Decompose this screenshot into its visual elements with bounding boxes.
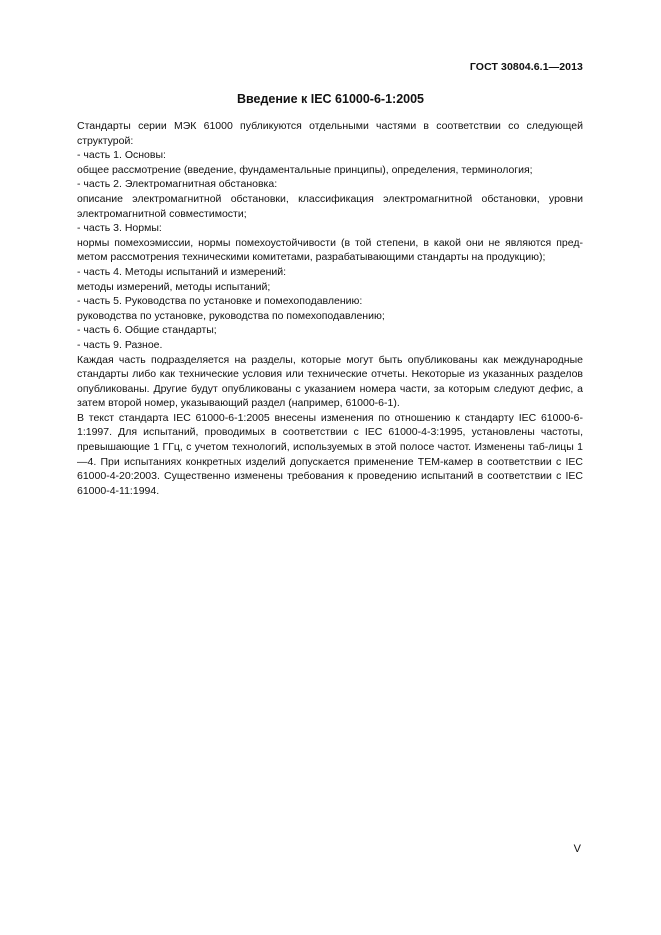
- list-item-part-1: - часть 1. Основы:: [77, 149, 166, 162]
- list-item-part-3: - часть 3. Нормы:: [77, 222, 162, 235]
- list-item-part-4: - часть 4. Методы испытаний и измерений:: [77, 265, 287, 278]
- paragraph-sections: Каждая часть подразделяется на разделы, которые могут быть опубликованы как международные стандарты либо как технические условия или технические отчеты. Некоторые из указанных разделов опубликованы. Другие будут опубликованы с указанием номера части, за которым следуют дефис, а затем второй номер, указывающий раздел (например, 61000-6-1).: [77, 353, 583, 410]
- list-item-part-5: - часть 5. Руководства по установке и помехоподавлению:: [77, 295, 363, 308]
- list-item-part-3-desc: нормы помехоэмиссии, нормы помехоустойчивости (в той степени, в какой они не являются пред-метом рассмотрения техническими комитетами, разрабатывающими стандарты на продукцию);: [77, 236, 583, 264]
- list-item-part-5-desc: руководства по установке, руководства по помехоподавлению;: [77, 309, 385, 322]
- document-code-header: ГОСТ 30804.6.1—2013: [469, 61, 583, 73]
- list-item-part-1-desc: общее рассмотрение (введение, фундаментальные принципы), определения, терминология;: [77, 163, 533, 176]
- body-text: [77, 119, 583, 498]
- page-number: V: [573, 843, 581, 855]
- paragraph-changes: В текст стандарта IEC 61000-6-1:2005 внесены изменения по отношению к стандарту IEC 61000-6-1:1997. Для испытаний, проводимых в соответствии с IEC 61000-4-3:1995, установлены частоты, превышающие 1 ГГц, с учетом технологий, используемых в этой полосе частот. Изменены таб-лицы 1—4. При испытаниях конкретных изделий допускается применение ТЕМ-камер в соответствии с IEC 61000-4-20:2003. Существенно изменены требования к проведению испытаний в соответствии с IEC 61000-4-11:1994.: [77, 411, 583, 497]
- list-item-part-6: - часть 6. Общие стандарты;: [77, 324, 217, 337]
- list-item-part-2-desc: описание электромагнитной обстановки, классификация электромагнитной обстановки, уровни электромагнитной совместимости;: [77, 192, 583, 220]
- list-item-part-9: - часть 9. Разное.: [77, 338, 163, 351]
- list-item-part-2: - часть 2. Электромагнитная обстановка:: [77, 178, 278, 191]
- list-item-part-4-desc: методы измерений, методы испытаний;: [77, 280, 271, 293]
- section-title: Введение к IEC 61000-6-1:2005: [236, 92, 425, 106]
- paragraph-intro: Стандарты серии МЭК 61000 публикуются отдельными частями в соответствии со следующей структурой:: [77, 120, 583, 147]
